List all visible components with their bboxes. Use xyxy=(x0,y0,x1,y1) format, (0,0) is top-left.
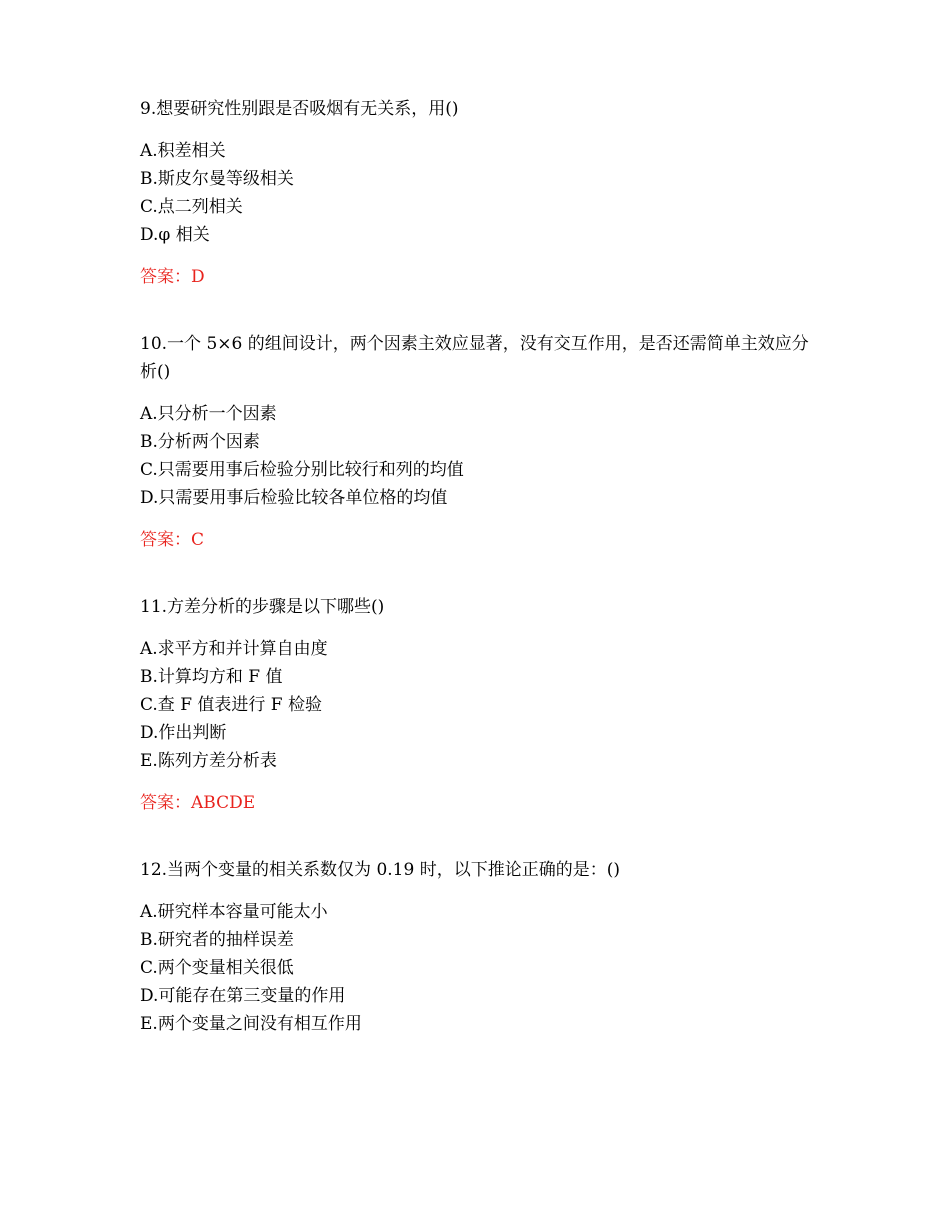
option-e: E.两个变量之间没有相互作用 xyxy=(140,1014,362,1034)
option-a: A.只分析一个因素 xyxy=(140,404,277,424)
option-d: D.作出判断 xyxy=(140,723,227,743)
question-9 xyxy=(140,95,820,291)
question-stem: 11.方差分析的步骤是以下哪些() xyxy=(140,597,385,617)
answer-line xyxy=(140,263,820,291)
option-c: C.点二列相关 xyxy=(140,197,243,217)
option-b: B.研究者的抽样误差 xyxy=(140,930,294,950)
question-stem: 10.一个 5×6 的组间设计，两个因素主效应显著，没有交互作用，是否还需简单主效应分析() xyxy=(140,334,809,382)
answer-value: C xyxy=(191,530,205,550)
option-b: B.斯皮尔曼等级相关 xyxy=(140,169,294,189)
question-stem: 9.想要研究性别跟是否吸烟有无关系，用() xyxy=(140,99,459,119)
option-c: C.查 F 值表进行 F 检验 xyxy=(140,695,323,715)
option-d: D.只需要用事后检验比较各单位格的均值 xyxy=(140,488,448,508)
question-10 xyxy=(140,330,820,554)
option-a: A.研究样本容量可能太小 xyxy=(140,902,328,922)
question-12 xyxy=(140,856,820,1038)
option-c: C.两个变量相关很低 xyxy=(140,958,294,978)
question-11 xyxy=(140,593,820,817)
option-a: A.积差相关 xyxy=(140,141,226,161)
option-e: E.陈列方差分析表 xyxy=(140,751,277,771)
answer-line xyxy=(140,526,820,554)
option-d: D.可能存在第三变量的作用 xyxy=(140,986,346,1006)
answer-line xyxy=(140,789,820,817)
option-b: B.分析两个因素 xyxy=(140,432,260,452)
answer-label: 答案： xyxy=(140,793,191,813)
answer-value: D xyxy=(191,267,205,287)
answer-value: ABCDE xyxy=(191,793,256,813)
option-c: C.只需要用事后检验分别比较行和列的均值 xyxy=(140,460,464,480)
question-stem: 12.当两个变量的相关系数仅为 0.19 时，以下推论正确的是：() xyxy=(140,860,620,880)
question-list xyxy=(140,95,820,1038)
option-a: A.求平方和并计算自由度 xyxy=(140,639,328,659)
option-b: B.计算均方和 F 值 xyxy=(140,667,283,687)
answer-label: 答案： xyxy=(140,530,191,550)
answer-label: 答案： xyxy=(140,267,191,287)
option-d: D.φ 相关 xyxy=(140,225,210,245)
